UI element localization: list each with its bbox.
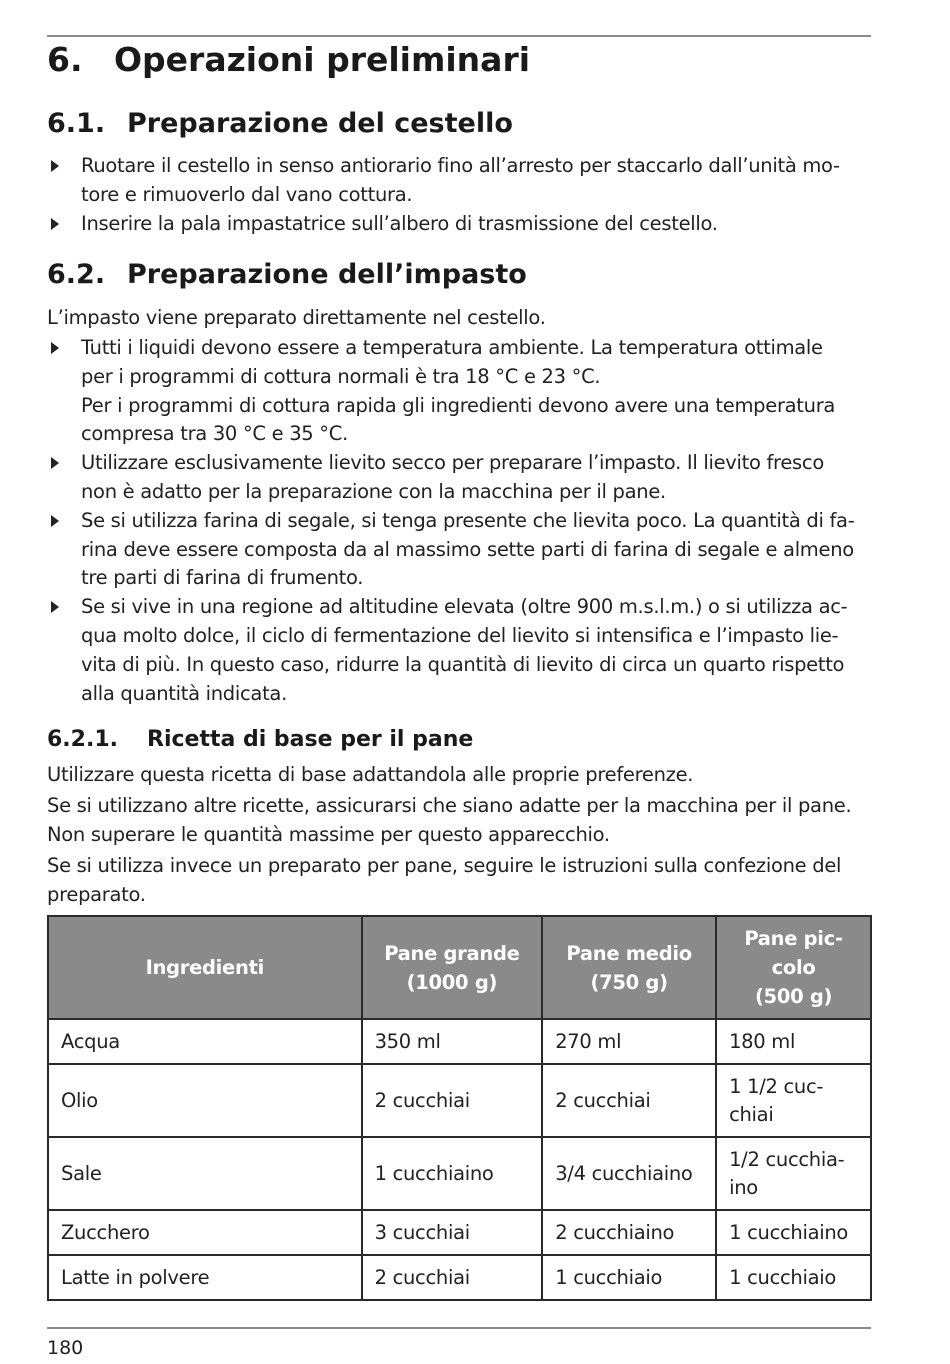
table-cell: 3/4 cucchiaino (542, 1137, 716, 1210)
recipe-paragraph-2: Se si utilizzano altre ricette, assicurarsi che siano adatte per la macchina per il pane. Non superare le quantità massime per questo apparecchio. (47, 794, 852, 846)
table-cell: 180 ml (716, 1019, 871, 1064)
table-cell: Latte in polvere (48, 1255, 362, 1300)
page-number: 180 (47, 1337, 84, 1359)
bullet-arrow-icon (51, 601, 59, 613)
table-cell: 1 cucchiaio (716, 1255, 871, 1300)
table-cell: Acqua (48, 1019, 362, 1064)
table-cell: Zucchero (48, 1210, 362, 1255)
column-header-pane-piccolo: Pane pic- colo (500 g) (716, 916, 871, 1019)
subsection-number: 6.2. (47, 259, 106, 290)
table-cell: 2 cucchiai (362, 1064, 543, 1137)
column-header-ingredienti: Ingredienti (48, 916, 362, 1019)
subsection-title: Preparazione del cestello (127, 108, 513, 139)
bullet-arrow-icon (51, 218, 59, 230)
list-item: Inserire la pala impastatrice sull’albero di trasmissione del cestello. (47, 210, 877, 239)
subsection-heading-6-2 (47, 259, 527, 290)
table-cell: 1/2 cucchia- ino (716, 1137, 871, 1210)
table-cell: 270 ml (542, 1019, 716, 1064)
bullet-list-6-2 (47, 334, 877, 708)
recipe-paragraph-3: Se si utilizza invece un preparato per pane, seguire le istruzioni sulla confezione del preparato. (47, 854, 842, 906)
table-cell: 350 ml (362, 1019, 543, 1064)
intro-paragraph: L’impasto viene preparato direttamente nel cestello. (47, 306, 546, 329)
table-cell: 1 cucchiaino (362, 1137, 543, 1210)
table-cell: Olio (48, 1064, 362, 1137)
subsection-title: Preparazione dell’impasto (127, 259, 527, 290)
subsubsection-heading-6-2-1 (47, 727, 473, 752)
table-cell: 2 cucchiai (362, 1255, 543, 1300)
top-rule (47, 35, 871, 37)
bullet-arrow-icon (51, 160, 59, 172)
bottom-rule (47, 1327, 871, 1329)
subsection-number: 6.1. (47, 108, 106, 139)
column-header-pane-grande: Pane grande (1000 g) (362, 916, 543, 1019)
subsection-heading-6-1 (47, 108, 513, 139)
bullet-list-6-1 (47, 152, 877, 238)
table-row (48, 1019, 871, 1064)
table-row (48, 1064, 871, 1137)
table-cell: Sale (48, 1137, 362, 1210)
column-header-pane-medio: Pane medio (750 g) (542, 916, 716, 1019)
table-cell: 1 cucchiaio (542, 1255, 716, 1300)
list-item: Se si vive in una regione ad altitudine elevata (oltre 900 m.s.l.m.) o si utilizza ac- qua molto dolce, il ciclo di fermentazione del lievito si intensifica e l’impasto lie- vita di più. In questo caso, ridurre la quantità di lievito di circa un quarto rispetto alla quantità indicata. (47, 593, 877, 708)
list-item: Utilizzare esclusivamente lievito secco per preparare l’impasto. Il lievito fresco non è adatto per la preparazione con la macchina per il pane. (47, 449, 877, 507)
table-header-row (48, 916, 871, 1019)
table-cell: 1 1/2 cuc- chiai (716, 1064, 871, 1137)
bullet-arrow-icon (51, 342, 59, 354)
list-item: Se si utilizza farina di segale, si tenga presente che lievita poco. La quantità di fa- rina deve essere composta da al massimo sette parti di farina di segale e almeno tre parti di farina di frumento. (47, 507, 877, 593)
subsubsection-number: 6.2.1. (47, 727, 118, 752)
section-title: Operazioni preliminari (114, 40, 531, 79)
bullet-arrow-icon (51, 515, 59, 527)
table-cell: 3 cucchiai (362, 1210, 543, 1255)
bullet-arrow-icon (51, 457, 59, 469)
list-item: Tutti i liquidi devono essere a temperatura ambiente. La temperatura ottimale per i programmi di cottura normali è tra 18 °C e 23 °C. Per i programmi di cottura rapida gli ingredienti devono avere una temperatura compresa tra 30 °C e 35 °C. (47, 334, 877, 449)
table-cell: 2 cucchiaino (542, 1210, 716, 1255)
recipe-paragraph-1: Utilizzare questa ricetta di base adattandola alle proprie preferenze. (47, 763, 694, 786)
table-row (48, 1210, 871, 1255)
section-heading (47, 40, 530, 79)
table-cell: 1 cucchiaino (716, 1210, 871, 1255)
section-number: 6. (47, 40, 83, 79)
list-item: Ruotare il cestello in senso antiorario fino all’arresto per staccarlo dall’unità mo- tore e rimuoverlo dal vano cottura. (47, 152, 877, 210)
table-cell: 2 cucchiai (542, 1064, 716, 1137)
table-row (48, 1137, 871, 1210)
table-row (48, 1255, 871, 1300)
recipe-table (47, 915, 872, 1301)
subsubsection-title: Ricetta di base per il pane (147, 727, 474, 752)
